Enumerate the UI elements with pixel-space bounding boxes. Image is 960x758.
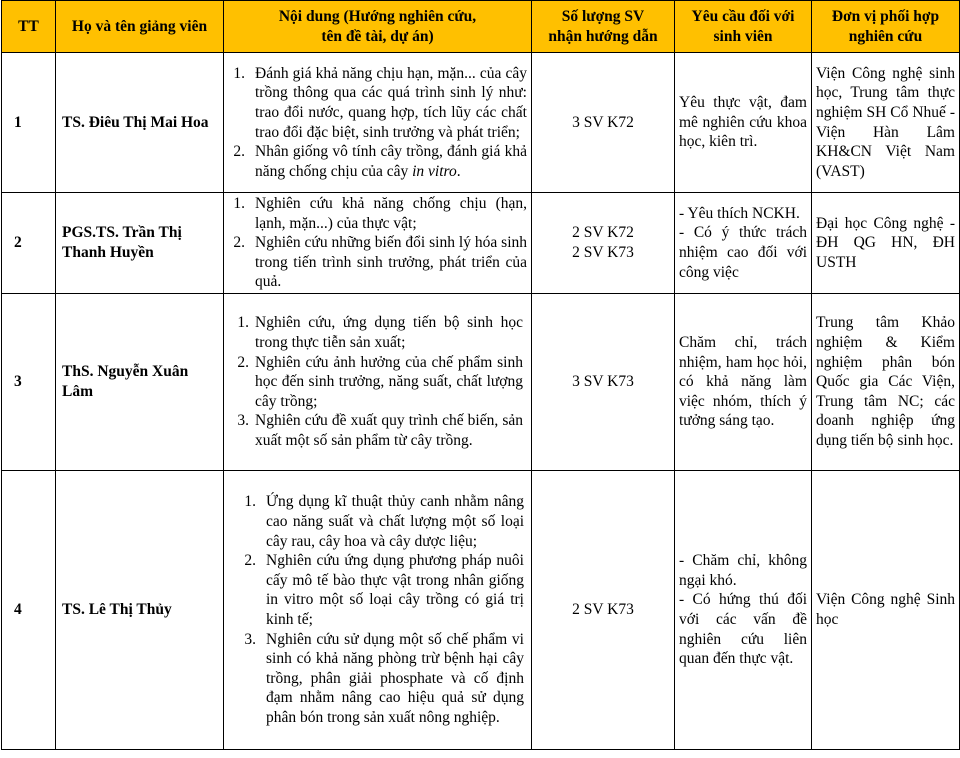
research-item: [229, 313, 523, 352]
header-qty-line1: Số lượng SV: [561, 7, 645, 25]
item-number: 1.: [233, 195, 245, 212]
requirement-line: Chăm chỉ, trách nhiệm, ham học hỏi, có khả năng làm việc nhóm, thích ý tưởng sáng tạo.: [679, 333, 807, 430]
research-content: [224, 293, 532, 470]
item-text: Nghiên cứu những biến đổi sinh lý hóa sinh trong tiến trình sinh trưởng, phát triển của quả.: [255, 234, 527, 291]
student-quota: [532, 53, 675, 193]
supervisor-table: [1, 0, 960, 750]
research-item: [228, 64, 527, 142]
header-req-line2: sinh viên: [713, 27, 773, 45]
table-row: [2, 293, 960, 470]
research-item: [228, 194, 527, 233]
header-partner: [812, 1, 960, 53]
quota-line: 2 SV K73: [572, 601, 634, 619]
table-row: [2, 470, 960, 749]
header-row: [2, 1, 960, 53]
requirement-line: - Yêu thích NCKH.: [679, 204, 800, 222]
lecturer-name: TS. Điêu Thị Mai Hoa: [56, 53, 224, 193]
quota-line: 2 SV K72: [572, 224, 634, 242]
quota-line: 2 SV K73: [572, 243, 634, 261]
item-number: 1.: [233, 64, 245, 82]
item-text: Nghiên cứu khả năng chống chịu (hạn, lạnh, mặn...) của thực vật;: [255, 195, 527, 232]
item-text: Nghiên cứu sử dụng một số chế phẩm vi sinh có khả năng phòng trừ bệnh hại cây trồng, phân giải phosphate và cố định đạm nhằm nâng cao hiệu quả sử dụng phân bón trong sản xuất nông nghiệp.: [266, 630, 524, 726]
item-text: Nghiên cứu ứng dụng phương pháp nuôi cấy mô tế bào thực vật trong nhân giống in vitro một số loại cây trồng có giá trị kinh tế;: [266, 552, 524, 628]
student-requirements: [675, 470, 812, 749]
research-item: [231, 551, 524, 629]
research-item: [229, 411, 523, 450]
item-text: Nghiên cứu, ứng dụng tiến bộ sinh học trong thực tiễn sản xuất;: [255, 314, 523, 351]
student-quota: [532, 470, 675, 749]
header-qty-line2: nhận hướng dẫn: [548, 27, 658, 45]
header-qty: [532, 1, 675, 53]
table-row: [2, 53, 960, 193]
lecturer-name: TS. Lê Thị Thủy: [56, 470, 224, 749]
item-text: Đánh giá khả năng chịu hạn, mặn... của cây trồng thông qua các quá trình sinh lý như: trao đổi nước, quang hợp, tích lũy các chất trao đổi đặc biệt, sinh trưởng và phát triển;: [255, 64, 527, 141]
research-content: [224, 193, 532, 294]
item-text-wrapper: [255, 142, 527, 181]
student-requirements: [675, 193, 812, 294]
table-row: [2, 193, 960, 294]
item-number: 2.: [233, 234, 245, 252]
header-tt: TT: [2, 1, 56, 53]
quota-line: 3 SV K72: [572, 113, 634, 131]
research-content: [224, 53, 532, 193]
item-number: 2.: [233, 143, 245, 161]
item-number: 1.: [237, 314, 249, 332]
item-number: 3.: [244, 630, 256, 648]
research-content: [224, 470, 532, 749]
header-content-line2: tên đề tài, dự án): [321, 27, 434, 45]
header-partner-line2: nghiên cứu: [848, 27, 923, 45]
item-number: 2.: [244, 552, 256, 570]
research-item: [231, 630, 524, 728]
lecturer-name: ThS. Nguyễn Xuân Lâm: [56, 293, 224, 470]
lecturer-name: PGS.TS. Trần Thị Thanh Huyền: [56, 193, 224, 294]
item-text: Nghiên cứu đề xuất quy trình chế biến, sản xuất một số sản phẩm từ cây trồng.: [255, 412, 523, 449]
research-list: [229, 313, 523, 450]
row-number: 3: [2, 293, 56, 470]
item-text: Nghiên cứu ảnh hưởng của chế phẩm sinh học đến sinh trưởng, năng suất, chất lượng cây trồng;: [255, 353, 523, 410]
student-requirements: [675, 53, 812, 193]
research-list: [231, 492, 524, 727]
header-content-line1: Nội dung (Hướng nghiên cứu,: [278, 7, 477, 25]
student-quota: [532, 293, 675, 470]
requirement-line: Yêu thực vật, đam mê nghiên cứu khoa học, kiên trì.: [679, 94, 807, 151]
research-list: [228, 64, 527, 182]
partner-units: Viện Công nghệ sinh học, Trung tâm thực nghiệm SH Cổ Nhuế - Viện Hàn Lâm KH&CN Việt Nam (VAST): [812, 53, 960, 193]
research-item: [231, 492, 524, 551]
item-number: 2.: [237, 353, 249, 371]
requirement-line: - Có ý thức trách nhiệm cao đối với công việc: [679, 224, 807, 281]
header-partner-line1: Đơn vị phối hợp: [831, 7, 940, 25]
partner-units: Trung tâm Khảo nghiệm & Kiểm nghiệm phân bón Quốc gia Các Viện, Trung tâm NC; các doanh nghiệp ứng dụng tiến bộ sinh học.: [812, 293, 960, 470]
partner-units: Viện Công nghệ Sinh học: [812, 470, 960, 749]
student-quota: [532, 193, 675, 294]
partner-units: Đại học Công nghệ - ĐH QG HN, ĐH USTH: [812, 193, 960, 294]
research-item: [228, 142, 527, 181]
header-content: [224, 1, 532, 53]
student-requirements: [675, 293, 812, 470]
header-req-line1: Yêu cầu đối với: [691, 7, 795, 25]
requirement-line: - Có hứng thú đối với các vấn đề nghiên cứu liên quan đến thực vật.: [679, 591, 807, 668]
research-item: [229, 353, 523, 412]
research-item: [228, 233, 527, 292]
item-text-italic: in vitro: [412, 162, 457, 180]
header-name: Họ và tên giảng viên: [56, 1, 224, 53]
quota-line: 3 SV K73: [572, 373, 634, 391]
research-list: [228, 194, 527, 292]
row-number: 1: [2, 53, 56, 193]
item-text: Nhân giống vô tính cây trồng, đánh giá khả năng chống chịu của cây: [255, 143, 527, 180]
item-text-tail: .: [456, 162, 461, 180]
header-requirements: [675, 1, 812, 53]
requirement-line: - Chăm chỉ, không ngại khó.: [679, 552, 807, 589]
item-text: Ứng dụng kĩ thuật thủy canh nhằm nâng cao năng suất và chất lượng một số loại cây rau, cây hoa và cây dược liệu;: [266, 493, 524, 550]
row-number: 4: [2, 470, 56, 749]
row-number: 2: [2, 193, 56, 294]
item-number: 3.: [237, 412, 249, 430]
item-number: 1.: [244, 493, 256, 511]
